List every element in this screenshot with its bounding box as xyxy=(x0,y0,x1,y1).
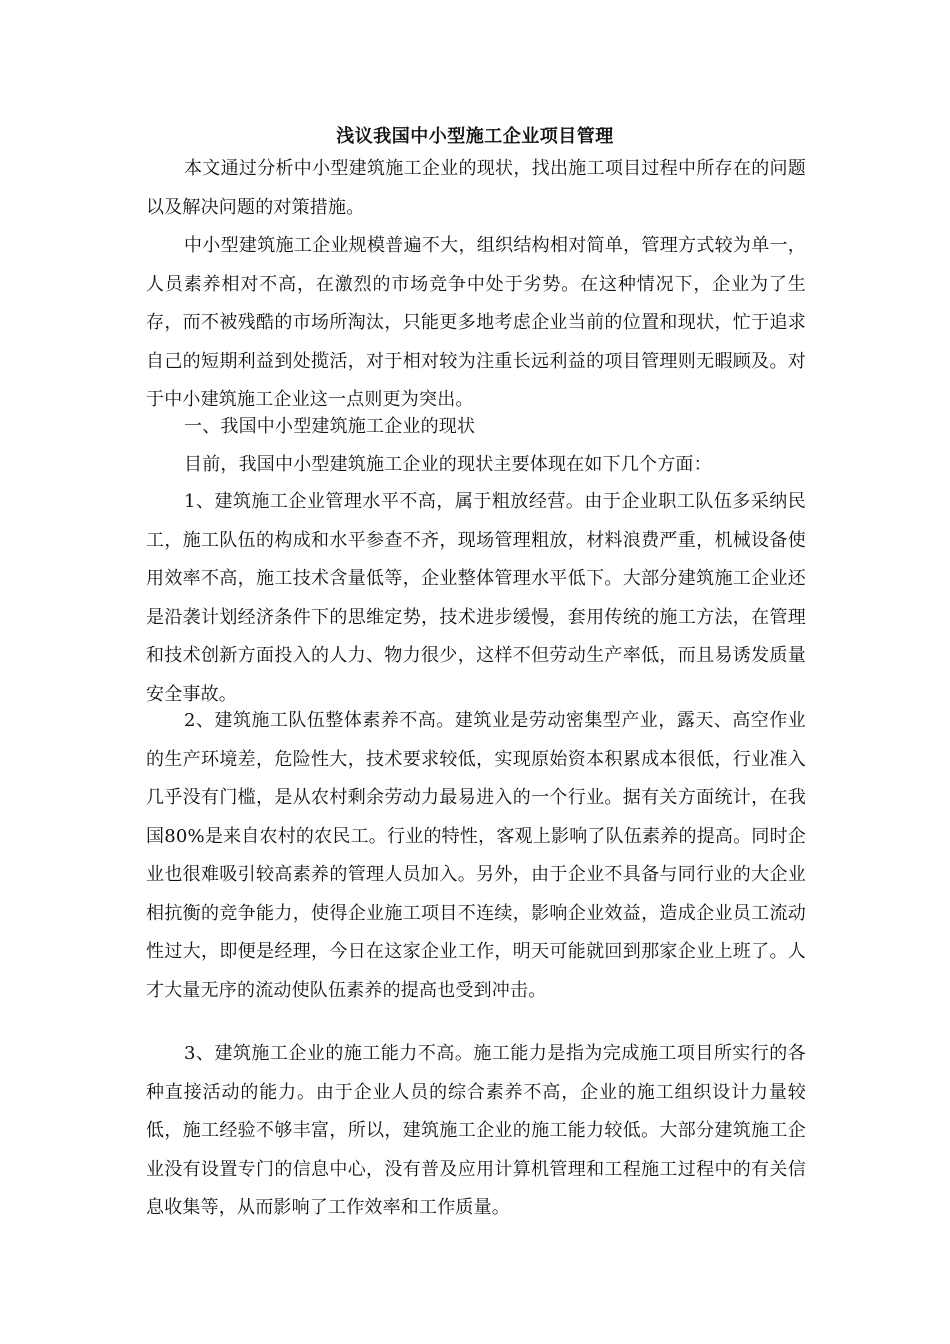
paragraph-point-3: 3、建筑施工企业的施工能力不高。施工能力是指为完成施工项目所实行的各种直接活动的能力。由于企业人员的综合素养不高，企业的施工组织设计力量较低，施工经验不够丰富，所以，建筑施工企业的施工能力较低。大部分建筑施工企业没有设置专门的信息中心，没有普及应用计算机管理和工程施工过程中的有关信息收集等，从而影响了工作效率和工作质量。 xyxy=(146,1043,806,1218)
paragraph-intro: 本文通过分析中小型建筑施工企业的现状，找出施工项目过程中所存在的问题以及解决问题的对策措施。 xyxy=(146,158,806,218)
paragraph-point-2: 2、建筑施工队伍整体素养不高。建筑业是劳动密集型产业，露天、高空作业的生产环境差，危险性大，技术要求较低，实现原始资本积累成本很低，行业准入几乎没有门槛，是从农村剩余劳动力最易进入的一个行业。据有关方面统计，在我国80%是来自农村的农民工。行业的特性，客观上影响了队伍素养的提高。同时企业也很难吸引较高素养的管理人员加入。另外，由于企业不具备与同行业的大企业相抗衡的竞争能力，使得企业施工项目不连续，影响企业效益，造成企业员工流动性过大，即便是经理，今日在这家企业工作，明天可能就回到那家企业上班了。人才大量无序的流动使队伍素养的提高也受到冲击。 xyxy=(146,710,806,1001)
paragraph-point-1: 1、建筑施工企业管理水平不高，属于粗放经营。由于企业职工队伍多采纳民工，施工队伍的构成和水平参查不齐，现场管理粗放，材料浪费严重，机械设备使用效率不高，施工技术含量低等，企业整体管理水平低下。大部分建筑施工企业还是沿袭计划经济条件下的思维定势，技术进步缓慢，套用传统的施工方法，在管理和技术创新方面投入的人力、物力很少，这样不但劳动生产率低，而且易诱发质量安全事故。 xyxy=(146,491,806,705)
paragraph-overview: 目前，我国中小型建筑施工企业的现状主要体现在如下几个方面： xyxy=(184,454,712,475)
paragraph-background: 中小型建筑施工企业规模普遍不大，组织结构相对简单，管理方式较为单一，人员素养相对不高，在激烈的市场竞争中处于劣势。在这种情况下，企业为了生存，而不被残酷的市场所淘汰，只能更多地考虑企业当前的位置和现状，忙于追求自己的短期利益到处揽活，对于相对较为注重长远利益的项目管理则无暇顾及。对于中小建筑施工企业这一点则更为突出。 xyxy=(146,235,806,410)
section-heading-1: 一、我国中小型建筑施工企业的现状 xyxy=(184,416,476,437)
document-title: 浅议我国中小型施工企业项目管理 xyxy=(336,126,614,147)
